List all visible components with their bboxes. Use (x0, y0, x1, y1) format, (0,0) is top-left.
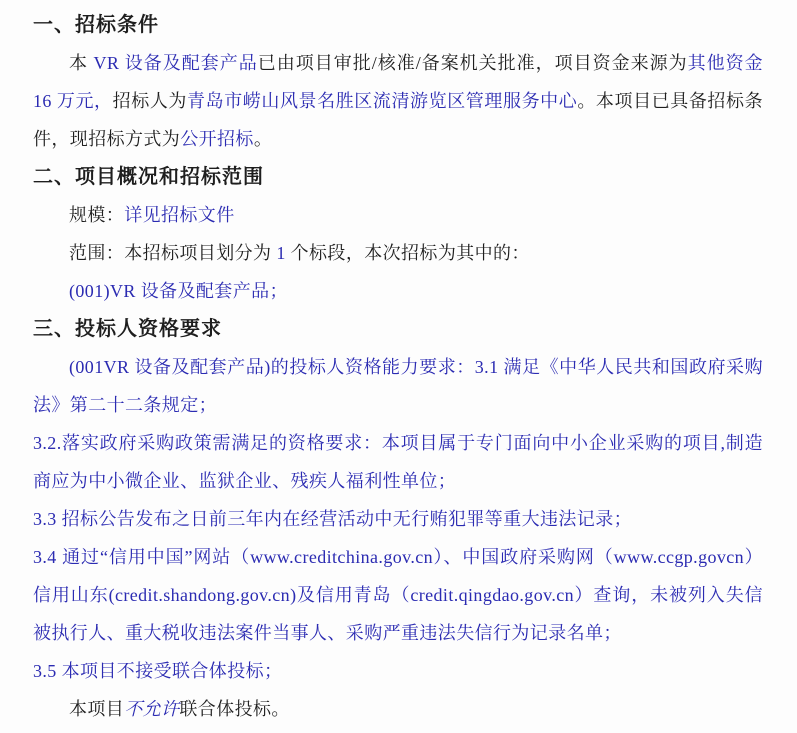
text-segment: 不允许 (124, 699, 180, 720)
consortium-note-paragraph (33, 690, 763, 729)
clause-3-4-credit-check-paragraph (33, 538, 763, 652)
text-segment: VR 设备及配套产品 (93, 53, 258, 73)
clause-3-3-no-bribery-paragraph (33, 500, 763, 538)
section-1-heading (33, 6, 763, 44)
text-segment: 本 (69, 53, 94, 73)
clause-3-5-no-consortium-paragraph (33, 652, 763, 690)
text-segment: 二、项目概况和招标范围 (33, 166, 264, 188)
text-segment: 详见招标文件 (124, 205, 235, 225)
section-2-heading (33, 158, 763, 196)
text-segment: (001VR 设备及配套产品)的投标人资格能力要求：3.1 满足《中华人民共和国政府采购法》第二十二条规定； (33, 357, 763, 415)
text-segment: 1 (276, 243, 286, 263)
text-segment: 规模： (69, 205, 125, 225)
lot-001-line (33, 272, 763, 310)
text-segment: 其他资金 16 万元， (33, 53, 763, 111)
qualification-intro-paragraph (33, 348, 763, 424)
text-segment: 。本项目已具备招标条件，现招标方式为 (33, 91, 764, 149)
text-segment: 招标人为 (112, 91, 188, 111)
text-segment: 三、投标人资格要求 (33, 318, 222, 340)
text-segment: 范围：本招标项目划分为 (69, 243, 277, 263)
text-segment: 3.2.落实政府采购政策需满足的资格要求：本项目属于专门面向中小企业采购的项目,制造商应为中小微企业、监狱企业、残疾人福利性单位； (33, 433, 763, 491)
text-segment: 本项目 (69, 699, 125, 719)
text-segment: 公开招标 (180, 129, 254, 149)
text-segment: 3.3 招标公告发布之日前三年内在经营活动中无行贿犯罪等重大违法记录； (33, 509, 632, 529)
text-segment: 联合体投标。 (179, 699, 290, 719)
text-segment: 一、招标条件 (33, 14, 159, 36)
text-segment: 个标段，本次招标为其中的： (285, 243, 530, 263)
text-segment: 青岛市崂山风景名胜区流清游览区管理服务中心 (187, 91, 578, 111)
tender-conditions-paragraph (33, 44, 763, 158)
scope-line (33, 234, 763, 272)
text-segment: 。 (253, 129, 273, 149)
section-3-heading (33, 310, 763, 348)
text-segment: 已由项目审批/核准/备案机关批准，项目资金来源为 (257, 53, 688, 73)
text-segment: (001)VR 设备及配套产品； (69, 281, 288, 301)
scale-line (33, 196, 763, 234)
text-segment: 3.5 本项目不接受联合体投标； (33, 661, 283, 681)
clause-3-2-policy-paragraph (33, 424, 763, 500)
text-segment: 3.4 通过“信用中国”网站（www.creditchina.gov.cn）、中国政府采购网（www.ccgp.govcn）信用山东(credit.shandong.gov.cn)及信用青岛（credit.qingdao.gov.cn）查询，未被列入失信被执行人、重大税收违法案件当事人、采购严重违法失信行为记录名单； (33, 547, 763, 643)
